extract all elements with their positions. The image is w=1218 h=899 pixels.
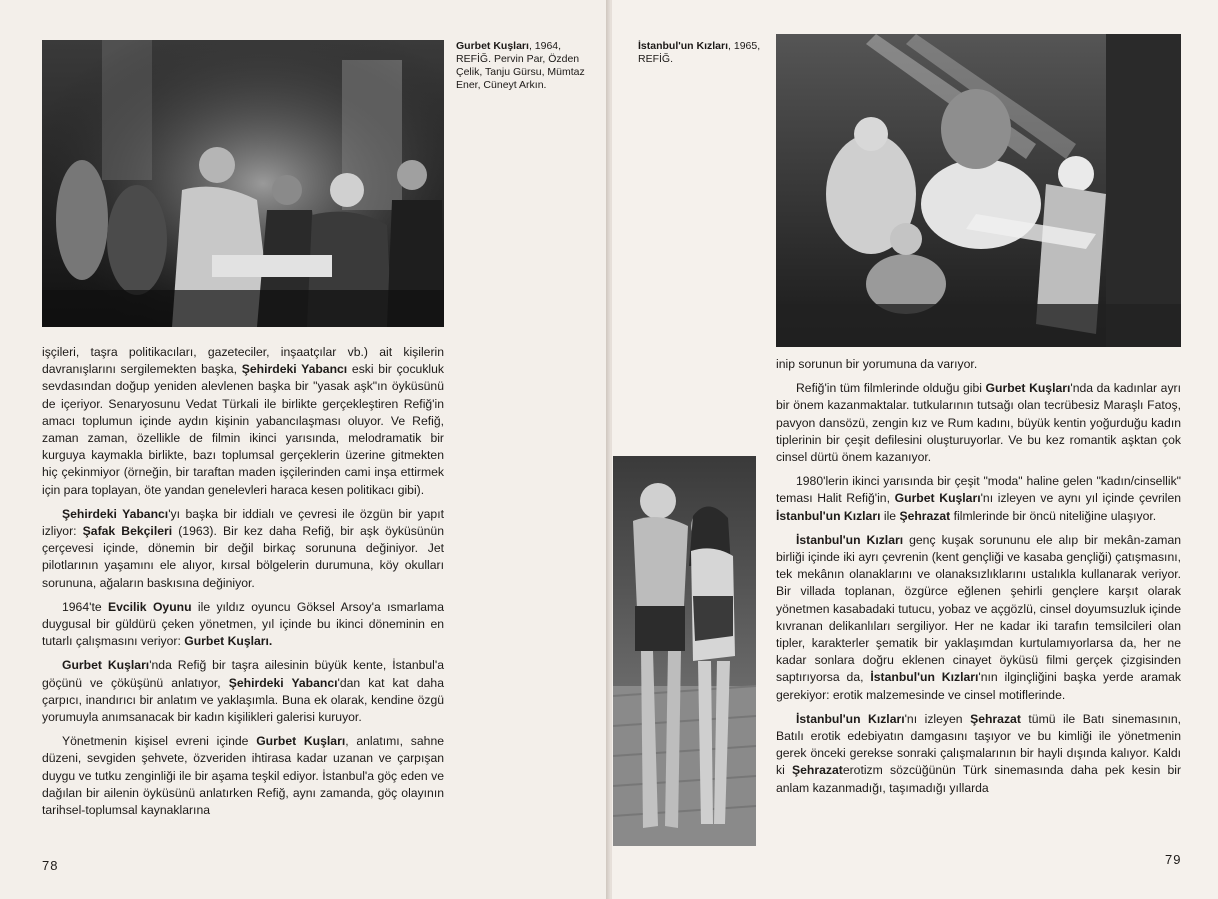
paragraph	[776, 380, 1181, 466]
paragraph	[776, 473, 1181, 525]
text-run: erotizm sözcüğünün Türk sinemasında daha pek kesin bir anlam kazanmadığı, taşımadığı yıllarda	[776, 763, 1181, 795]
text-run: 'yı başka bir iddialı ve çevresi ile özgün bir yapıt izliyor:	[42, 506, 444, 539]
text-run: ile yıldız oyuncu Göksel Arsoy'a ısmarlama duygusal bir güldürü çeken yönetmen, yıl içinde bu ikinci döneminin en tutarlı çalışmasını veriyor:	[42, 599, 444, 649]
film-title: Şehrazat	[970, 711, 1021, 726]
text-run: 'nda da kadınlar ayrı bir önem kazanmaktalar. tutkularının tutsağı olan tecrübesiz Maraşlı Fatoş, pavyon dansözü, zengin kız ve Rum kadını, büyük kentin yoğurduğu kadın tiplerinin bir çeşit defilesini oluşturuyorlar. Ve bu kez romantik aşktan çok cinsel dürtü önem kazanıyor.	[776, 381, 1181, 465]
film-still-sehirdeki-yabanci	[42, 40, 444, 327]
text-run: 'nı izleyen	[904, 711, 971, 726]
text-run: Yönetmenin kişisel evreni içinde	[62, 734, 257, 749]
caption-istanbulun-kizlari	[638, 40, 768, 66]
film-title: Şehrazat	[899, 508, 951, 523]
page-number-right: 79	[1165, 852, 1182, 867]
caption-title: İstanbul'un Kızları	[638, 40, 729, 52]
right-body-text	[776, 356, 1181, 804]
film-still-image	[42, 40, 444, 327]
left-body-text	[42, 344, 444, 826]
film-title: Şehrazat	[792, 763, 843, 778]
page-number-left: 78	[42, 858, 59, 873]
paragraph	[776, 711, 1181, 797]
film-title: Gurbet Kuşları	[985, 381, 1071, 396]
film-title: Gurbet Kuşları	[62, 658, 150, 673]
film-still-istanbulun-kizlari	[776, 34, 1181, 347]
text-run: (1963). Bir kez daha Refiğ, bir aşk öyküsünün çerçevesi içinde, dönemin bir değil birkaç sorununa değiniyor. Jet pilotlarının yaşamını ele alıyor, kırsal bölgelerin durumuna, köy okulları sorununa, ağaların baskısına değiniyor.	[42, 524, 444, 590]
text-run: 'nda Refiğ bir taşra ailesinin büyük kente, İstanbul'a göçünü ve çöküşünü anlatıyor,	[42, 658, 444, 690]
film-title: İstanbul'un Kızları	[776, 508, 881, 523]
text-run: filmlerinde bir öncü niteliğine ulaşıyor.	[950, 508, 1157, 523]
text-run: , anlatımı, sahne düzeni, sevgiden şehvete, özveriden ihtirasa kadar uzanan ve çarpışan duygu ve tutku zenginliği ile bir aşama teşkil ediyor. İstanbul'a göç eden ve dağılan bir ailenin öyküsünü anlatırken Refiğ, aynı zamanda, göç olayının tarihsel-toplumsal kaynaklarına	[42, 734, 444, 818]
text-run: 'nı izleyen ve aynı yıl içinde çevrilen	[980, 491, 1182, 506]
film-title: Şehirdeki Yabancı	[241, 362, 348, 377]
film-title: Şehirdeki Yabancı	[62, 506, 169, 521]
film-still-image	[613, 456, 756, 846]
text-run: 'nın ilginçliğini başka yerde aramak gerekiyor: erotik malzemesinde ve cinsel motiflerinde.	[776, 670, 1182, 702]
caption-gurbet-kuslari	[456, 40, 598, 92]
caption-meta: , 1964, REFİĞ.	[456, 40, 562, 65]
paragraph	[776, 356, 1181, 373]
film-still-evcilik-oyunu	[613, 456, 756, 846]
text-run: genç kuşak sorununu ele alıp bir mekân-zaman birliği içinde iki ayrı çevrenin (kent gençliği ve kasaba gençliği) çatışmasını, tek mekânın olanaklarını ve olanaksızlıklarını ustalıkla kullanarak veriyor. Bir villada toplanan, özgürce eğlenen şehirli gençlere karşıt olarak yönetmen kasabadaki tutucu, yobaz ve açgözlü, cinsel doyumsuzluk içinde kıvranan delikanlıları sergiliyor. Her ne kadar iki tarafın temsilcileri olan tipler, karakterler şematik bir yaklaşımdan kurtulamıyorlarsa da, her ne kadar sonlara doğru eklenen cinayet öyküsü filmi gerçek çizgisinden saptırıyorsa da,	[776, 532, 1182, 685]
text-run: tümü ile Batı sinemasının, Batılı erotik edebiyatın damgasını taşıyor ve bu kimliği ile yönetmenin gerek önceki gerekse sonraki çalışmalarının bir hayli dışında kalıyor. Kaldı ki	[776, 711, 1182, 778]
paragraph	[42, 506, 444, 592]
caption-cast: Pervin Par, Özden Çelik, Tanju Gürsu, Mümtaz Ener, Cüneyt Arkın.	[456, 53, 585, 91]
paragraph	[42, 657, 444, 726]
text-run: işçileri, taşra politikacıları, gazeteciler, inşaatçılar vb.) ait kişilerin davranışlarını sergilemekten başka,	[42, 345, 444, 377]
film-title: Gurbet Kuşları	[256, 734, 346, 749]
text-run: ile	[880, 508, 900, 523]
film-title: Evcilik Oyunu	[107, 599, 192, 614]
film-title: Şehirdeki Yabancı	[228, 675, 338, 690]
film-title: İstanbul'un Kızları	[796, 711, 905, 726]
paragraph	[42, 599, 444, 651]
caption-title: Gurbet Kuşları	[456, 40, 529, 52]
text-run: 'dan kat kat daha çarpıcı, inandırıcı bir anlatım ve yaklaşımla. Buna ek olarak, kendine özgü yorumuyla anımsanacak bir kadın kişilikleri galerisi kuruyor.	[42, 675, 444, 725]
film-title: İstanbul'un Kızları	[870, 670, 979, 685]
text-run: 1964'te	[62, 599, 108, 614]
film-title: Gurbet Kuşları.	[184, 634, 273, 649]
text-run: 1980'lerin ikinci yarısında bir çeşit "moda" haline gelen "kadın/cinsellik" teması Halit Refiğ'in,	[776, 474, 1181, 506]
paragraph	[42, 733, 444, 819]
text-run: eski bir çocukluk sevdasından doğup yeniden alevlenen başka bir "yasak aşk"ın öyküsünü de içeriyor. Senaryosunu Vedat Türkali ile birlikte gerçekleştiren Refiğ'in amacı toplumun içinde aydın kişinin yabancılaşması oluyor. Ve Refiğ, zaman zaman, özellikle de filmin ikinci yarısında, melodramatik bir kurguya kaymakla birlikte, bazı toplumsal gerçeklerin üzerine gitmekten hiç çekinmiyor (örneğin, bir taraftan maden işçilerinden cami inşa ettirmek için para toplayan, öte yandan genelevleri haraca kesen politikacı gibi).	[42, 362, 444, 497]
text-run: inip sorunun bir yorumuna da varıyor.	[776, 357, 978, 371]
film-still-image	[776, 34, 1181, 347]
paragraph	[776, 532, 1181, 704]
film-title: Gurbet Kuşları	[894, 491, 981, 506]
caption-meta: , 1965, REFİĞ.	[638, 40, 761, 65]
film-title: İstanbul'un Kızları	[796, 532, 904, 547]
paragraph	[42, 344, 444, 499]
text-run: Refiğ'in tüm filmlerinde olduğu gibi	[796, 381, 986, 396]
film-title: Şafak Bekçileri	[82, 524, 173, 539]
